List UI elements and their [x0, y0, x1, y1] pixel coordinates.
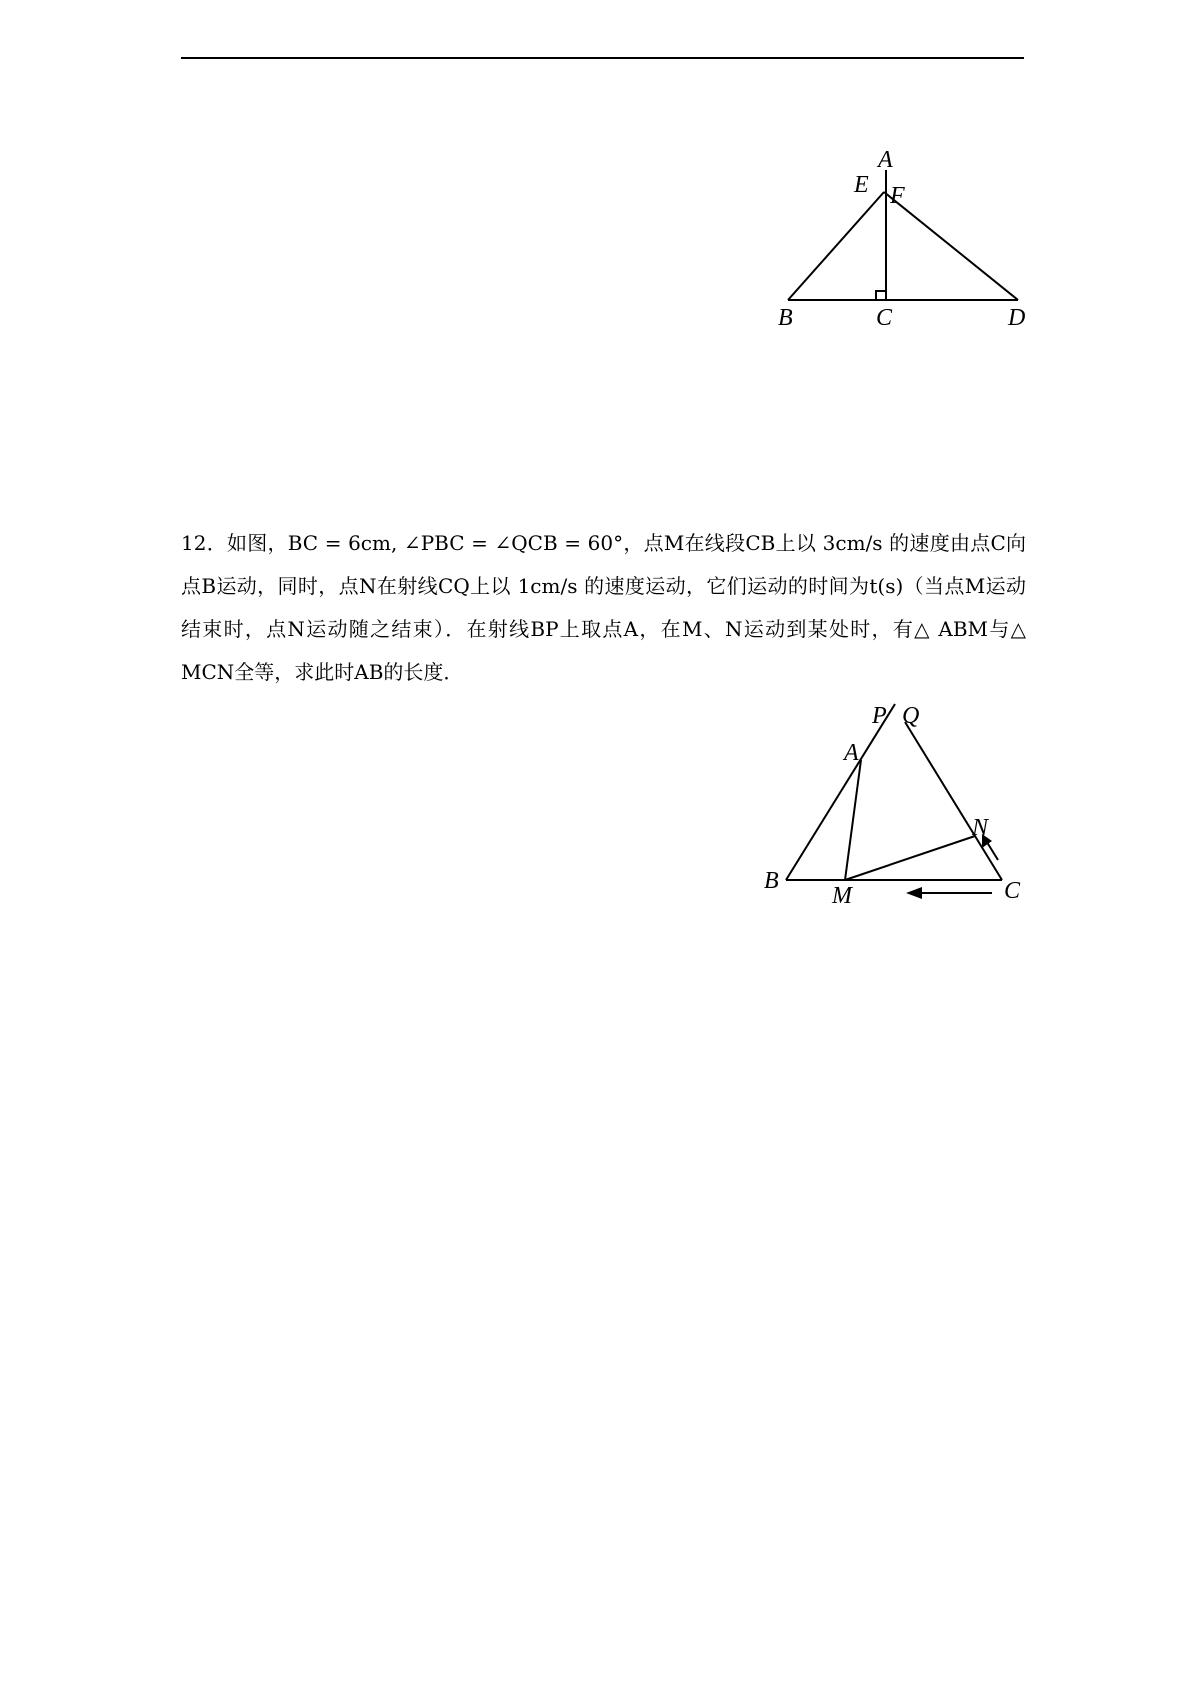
- right-angle-mark: [876, 291, 886, 300]
- problem-text: 如图，BC = 6cm, ∠PBC = ∠QCB = 60°，点M在线段CB上以 3cm/s 的速度由点C向点B运动，同时，点N在射线CQ上以 1cm/s 的速度运动，它们运动的时间为t(s)（当点M运动结束时，点N运动随之结束）．在射线BP上取点A，在M、N运动到某处时，有△ ABM与△ MCN全等，求此时AB的长度．: [181, 531, 1026, 684]
- geometry-figure-2: [740, 690, 1030, 910]
- label-A: A: [844, 740, 859, 766]
- segment-BE: [788, 192, 884, 300]
- label-C: C: [876, 305, 893, 331]
- label-B: B: [764, 868, 779, 894]
- label-F: F: [890, 183, 905, 209]
- ray-BP: [786, 704, 895, 880]
- label-E: E: [854, 172, 869, 198]
- segment-AM: [845, 760, 861, 880]
- label-B: B: [778, 305, 793, 331]
- geometry-figure-1: [760, 140, 1040, 340]
- segment-MN: [845, 836, 975, 880]
- label-A: A: [878, 147, 893, 173]
- label-Q: Q: [902, 703, 920, 729]
- label-M: M: [832, 883, 852, 909]
- ray-CQ: [905, 722, 1002, 880]
- problem-number: 12．: [181, 531, 227, 555]
- label-D: D: [1008, 305, 1026, 331]
- header-rule: [181, 57, 1024, 59]
- motion-arrow-M-head: [906, 887, 922, 899]
- label-N: N: [972, 815, 989, 841]
- label-P: P: [872, 703, 887, 729]
- label-C: C: [1004, 878, 1021, 904]
- problem-12: [181, 522, 1026, 694]
